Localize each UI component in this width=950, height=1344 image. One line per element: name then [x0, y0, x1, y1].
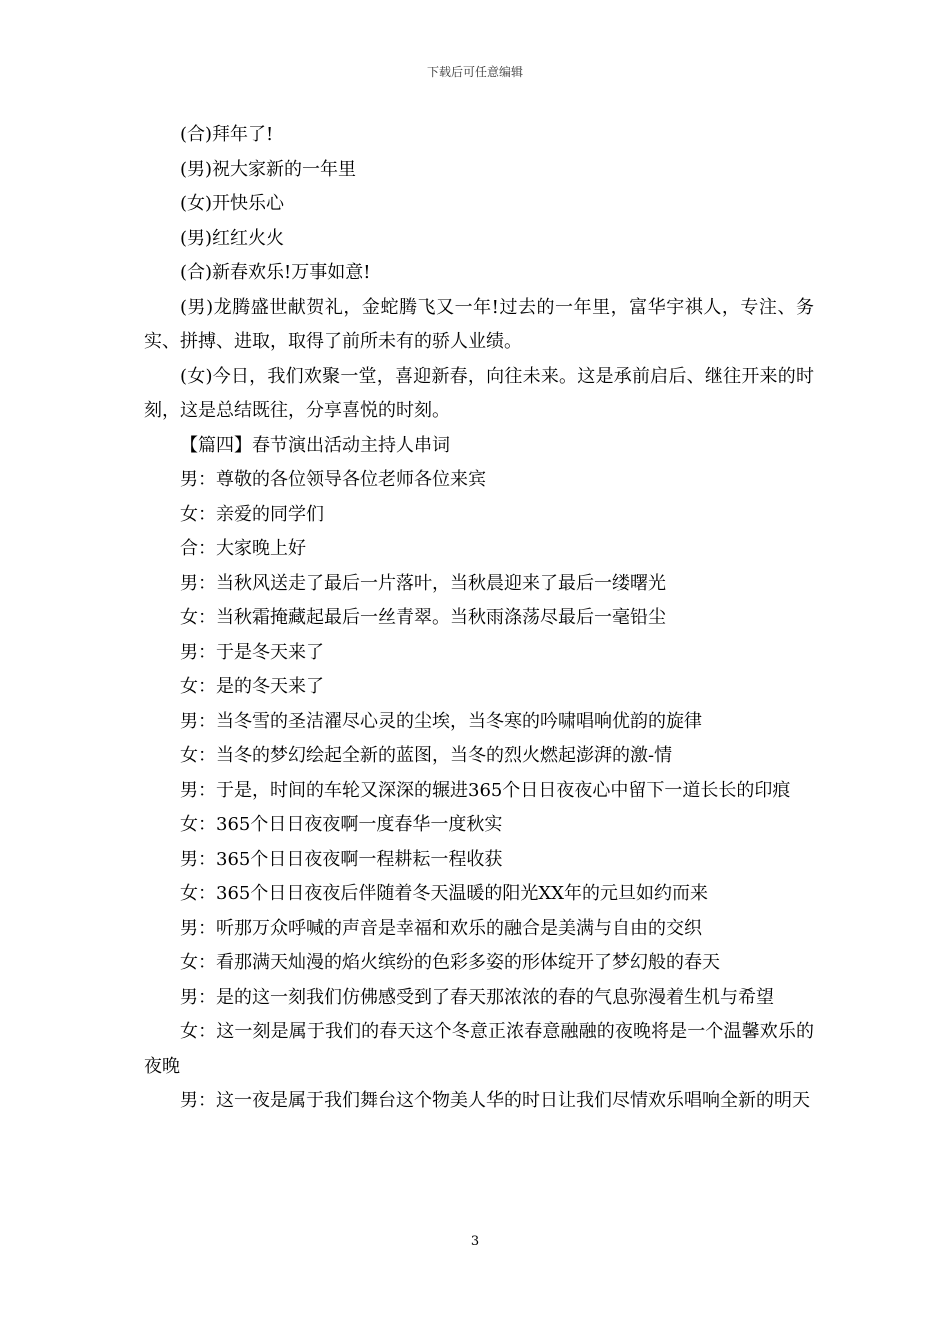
- page-number: 3: [470, 1234, 480, 1249]
- paragraph: 女：看那满天灿漫的焰火缤纷的色彩多姿的形体绽开了梦幻般的春天: [180, 952, 720, 973]
- paragraph: (男)祝大家新的一年里: [180, 158, 357, 180]
- paragraph: 男：这一夜是属于我们舞台这个物美人华的时日让我们尽情欢乐唱响全新的明天: [180, 1090, 810, 1111]
- paragraph: (男)红红火火: [180, 227, 285, 249]
- paragraph: (女)开快乐心: [180, 193, 285, 214]
- page-header: 下载后可任意编辑: [426, 65, 523, 79]
- paragraph: 男：当秋风送走了最后一片落叶，当秋晨迎来了最后一缕曙光: [180, 572, 666, 594]
- paragraph: 男：尊敬的各位领导各位老师各位来宾: [180, 469, 486, 490]
- paragraph: 女：当冬的梦幻绘起全新的蓝图，当冬的烈火燃起澎湃的激-情: [180, 745, 673, 766]
- paragraph: (男)龙腾盛世献贺礼，金蛇腾飞又一年!过去的一年里，富华宇祺人，专注、务实、拼搏、进取，取得了前所未有的骄人业绩。: [144, 296, 814, 352]
- paragraph: 男：于是，时间的车轮又深深的辗进365个日日夜夜心中留下一道长长的印痕: [180, 779, 791, 801]
- paragraph: 男：于是冬天来了: [180, 641, 324, 663]
- paragraph: 男：听那万众呼喊的声音是幸福和欢乐的融合是美满与自由的交织: [180, 917, 702, 939]
- paragraph: (合)新春欢乐!万事如意!: [180, 262, 371, 283]
- paragraph: 女：365个日日夜夜啊一度春华一度秋实: [180, 814, 503, 835]
- paragraph: (女)今日，我们欢聚一堂，喜迎新春，向往未来。这是承前启后、继往开来的时刻，这是总结既往，分享喜悦的时刻。: [144, 365, 814, 421]
- paragraph: 女：亲爱的同学们: [180, 503, 324, 525]
- paragraph: 男：是的这一刻我们仿佛感受到了春天那浓浓的春的气息弥漫着生机与希望: [180, 986, 774, 1008]
- paragraph: 合：大家晚上好: [180, 538, 306, 559]
- paragraph: (合)拜年了!: [180, 124, 274, 145]
- paragraph: 女：是的冬天来了: [180, 676, 324, 697]
- section-heading: 【篇四】春节演出活动主持人串词: [180, 434, 450, 456]
- document-body: [144, 118, 814, 1119]
- paragraph: 男：365个日日夜夜啊一程耕耘一程收获: [180, 848, 503, 870]
- paragraph: 男：当冬雪的圣洁濯尽心灵的尘埃，当冬寒的吟啸唱响优韵的旋律: [180, 710, 702, 732]
- paragraph: 女：当秋霜掩藏起最后一丝青翠。当秋雨涤荡尽最后一毫铅尘: [180, 607, 666, 628]
- paragraph: 女：这一刻是属于我们的春天这个冬意正浓春意融融的夜晚将是一个温馨欢乐的夜晚: [144, 1021, 814, 1077]
- paragraph: 女：365个日日夜夜后伴随着冬天温暖的阳光XX年的元旦如约而来: [180, 883, 708, 904]
